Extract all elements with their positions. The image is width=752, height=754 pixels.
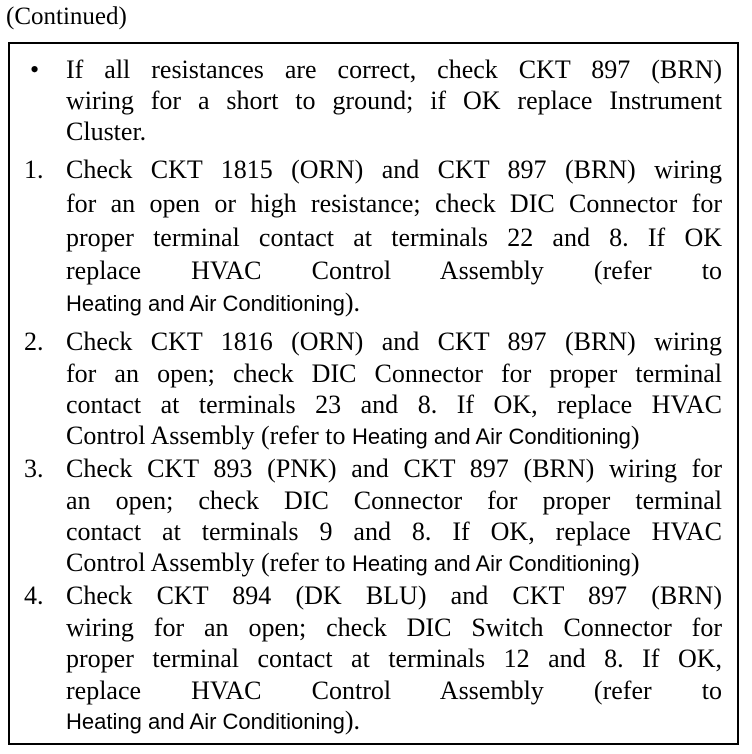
continued-label: (Continued) [6,3,127,30]
step-2-ref-line [66,420,722,453]
bullet-line-3: Cluster. [66,117,147,146]
step-4-line-4: replace HVAC Control Assembly (refer to [66,676,722,705]
step-3-number: 3. [24,454,44,483]
step-1-line-4: replace HVAC Control Assembly (refer to [66,256,722,285]
bullet-line-2: wiring for a short to ground; if OK replace Instrument [66,86,722,115]
step-2-ref-pre: Control Assembly (refer to [66,421,352,450]
procedure-box [8,42,739,745]
step-3-line-2: an open; check DIC Connector for proper terminal [66,486,722,515]
step-2-number: 2. [24,327,44,356]
step-1-reference-title: Heating and Air Conditioning [66,291,345,316]
step-2-ref-post: ) [630,421,640,450]
step-1-number: 1. [24,155,44,184]
step-4-line-2: wiring for an open; check DIC Switch Connector for [66,613,722,642]
step-4-line-3: proper terminal contact at terminals 12 and 8. If OK, [66,644,722,673]
step-3-ref-post: ) [630,548,640,577]
step-4-reference-title: Heating and Air Conditioning [66,709,345,734]
step-4-number: 4. [24,581,44,610]
step-1-ref-line [66,287,722,320]
step-3-line-1: Check CKT 893 (PNK) and CKT 897 (BRN) wiring for [66,454,722,483]
step-3-ref-line [66,547,722,580]
bullet-line-1: If all resistances are correct, check CKT 897 (BRN) [66,55,722,84]
step-2-line-3: contact at terminals 23 and 8. If OK, replace HVAC [66,390,722,419]
step-4-ref-post: ). [344,706,361,735]
step-1-line-1: Check CKT 1815 (ORN) and CKT 897 (BRN) wiring [66,155,722,184]
step-1-line-3: proper terminal contact at terminals 22 and 8. If OK [66,223,722,252]
step-2-reference-title: Heating and Air Conditioning [351,424,631,449]
step-4-ref-line [66,705,722,738]
step-3-line-3: contact at terminals 9 and 8. If OK, replace HVAC [66,517,722,546]
step-1-line-2: for an open or high resistance; check DIC Connector for [66,189,722,218]
step-2-line-1: Check CKT 1816 (ORN) and CKT 897 (BRN) wiring [66,327,722,356]
step-1-ref-post: ). [344,288,361,317]
step-4-line-1: Check CKT 894 (DK BLU) and CKT 897 (BRN) [66,581,722,610]
bullet-marker: • [30,55,40,84]
step-2-line-2: for an open; check DIC Connector for proper terminal [66,359,722,388]
step-3-ref-pre: Control Assembly (refer to [66,548,352,577]
step-3-reference-title: Heating and Air Conditioning [351,551,631,576]
